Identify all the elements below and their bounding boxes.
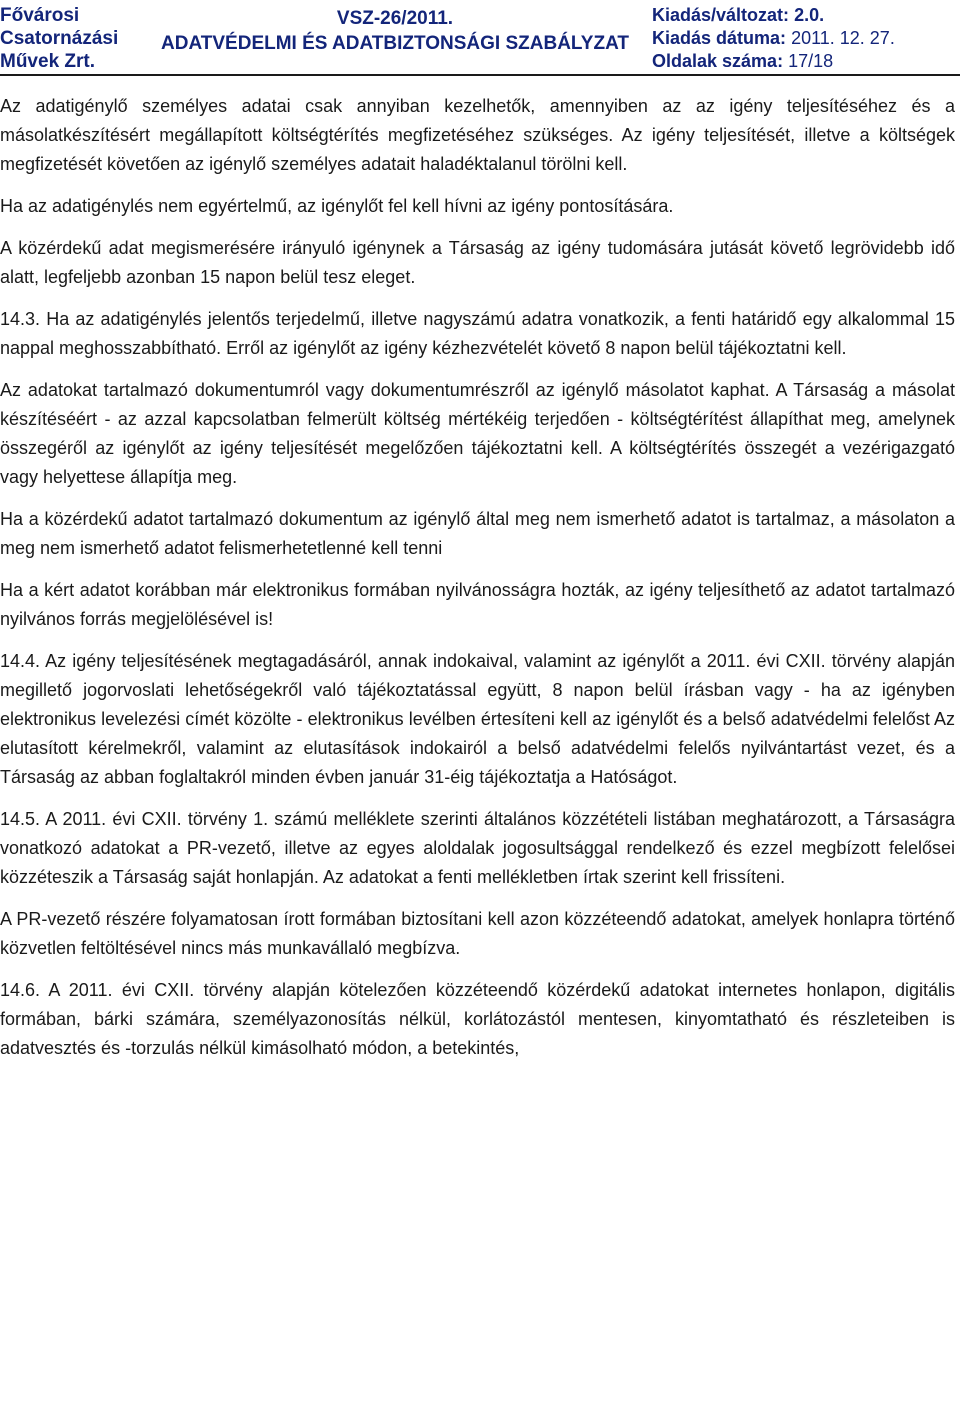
paragraph: Ha az adatigénylés nem egyértelmű, az igénylőt fel kell hívni az igény pontosítására. [0, 196, 674, 216]
document-code: VSZ-26/2011. [336, 8, 454, 29]
date-value: 2011. 12. 27. [791, 28, 895, 48]
document-title: ADATVÉDELMI ÉS ADATBIZTONSÁGI SZABÁLYZAT [161, 33, 629, 54]
document-header [0, 0, 960, 76]
document-identity [150, 0, 640, 74]
document-body [0, 92, 955, 1076]
date-label: Kiadás dátuma: [652, 28, 787, 48]
pages-label: Oldalak száma: [652, 51, 784, 71]
paragraph: A közérdekű adat megismerésére irányuló igénynek a Társaság az igény tudomására jutását követő legrövidebb idő alatt, legfeljebb azonban 15 napon belül tesz eleget. [0, 238, 955, 287]
paragraph: Ha a közérdekű adatot tartalmazó dokumentum az igénylő által meg nem ismerhető adatot is tartalmaz, a másolaton a meg nem ismerhető adatot felismerhetetlenné kell tenni [0, 509, 955, 558]
org-line: Csatornázási [0, 28, 119, 49]
paragraph: 14.4. Az igény teljesítésének megtagadásáról, annak indokaival, valamint az igénylőt a 2011. évi CXII. törvény alapján megillető jogorvoslati lehetőségekről való tájékoztatással együtt, 8 napon belül írásban vagy - ha az igényben elektronikus levelezési címét közölte - elektronikus levélben értesíteni kell az igénylőt és a belső adatvédelmi felelőst Az elutasított kérelmekről, valamint az elutasítások indokairól a belső adatvédelmi felelős nyilvántartást vezet, és a Társaság az abban foglaltakról minden évben január 31-éig tájékoztatja a Hatóságot. [0, 651, 955, 787]
paragraph: 14.5. A 2011. évi CXII. törvény 1. számú melléklete szerinti általános közzétételi listában meghatározott, a Társaságra vonatkozó adatokat a PR-vezető, illetve az egyes aloldalak jogosultsággal rendelkező és ezzel megbízott felelősei közzéteszik a Társaság saját honlapján. Az adatokat a fenti mellékletben írtak szerint kell frissíteni. [0, 809, 955, 887]
document-meta [640, 0, 960, 74]
pages-value: 17/18 [788, 51, 834, 71]
version-value: 2.0. [794, 5, 825, 25]
paragraph: 14.6. A 2011. évi CXII. törvény alapján kötelezően közzéteendő közérdekű adatokat internetes honlapon, digitális formában, bárki számára, személyazonosítás nélkül, korlátozástól mentesen, kinyomtatható és részleteiben is adatvesztés és -torzulás nélkül kimásolható módon, a betekintés, [0, 980, 955, 1058]
org-line: Fővárosi [0, 5, 80, 26]
paragraph: Ha a kért adatot korábban már elektronikus formában nyilvánosságra hozták, az igény teljesíthető az adatot tartalmazó nyilvános forrás megjelölésével is! [0, 580, 955, 629]
version-label: Kiadás/változat: [652, 5, 790, 25]
date-row [652, 27, 960, 50]
paragraph: Az adatokat tartalmazó dokumentumról vagy dokumentumrészről az igénylő másolatot kaphat. A Társaság a másolat készítéséért - az azzal kapcsolatban felmerült költség mértékéig terjedően - költségtérítést állapíthat meg, amelynek összegéről az igénylőt az igény teljesítését megelőzően tájékoztatni kell. A költségtérítés összegét a vezérigazgató vagy helyettese állapítja meg. [0, 380, 955, 487]
organization-name [0, 0, 150, 74]
pages-row [652, 50, 960, 73]
version-row [652, 4, 960, 27]
org-line: Művek Zrt. [0, 51, 96, 72]
paragraph: Az adatigénylő személyes adatai csak annyiban kezelhetők, amennyiben az az igény teljesítéséhez és a másolatkészítésért megállapított költségtérítés megfizetéséhez szükséges. Az igény teljesítését, illetve a költségek megfizetését követően az igénylő személyes adatait haladéktalanul törölni kell. [0, 96, 955, 174]
paragraph: 14.3. Ha az adatigénylés jelentős terjedelmű, illetve nagyszámú adatra vonatkozik, a fenti határidő egy alkalommal 15 nappal meghosszabbítható. Erről az igénylőt az igény kézhezvételét követő 8 napon belül tájékoztatni kell. [0, 309, 955, 358]
paragraph: A PR-vezető részére folyamatosan írott formában biztosítani kell azon közzéteendő adatokat, amelyek honlapra történő közvetlen feltöltésével nincs más munkavállaló megbízva. [0, 909, 955, 958]
